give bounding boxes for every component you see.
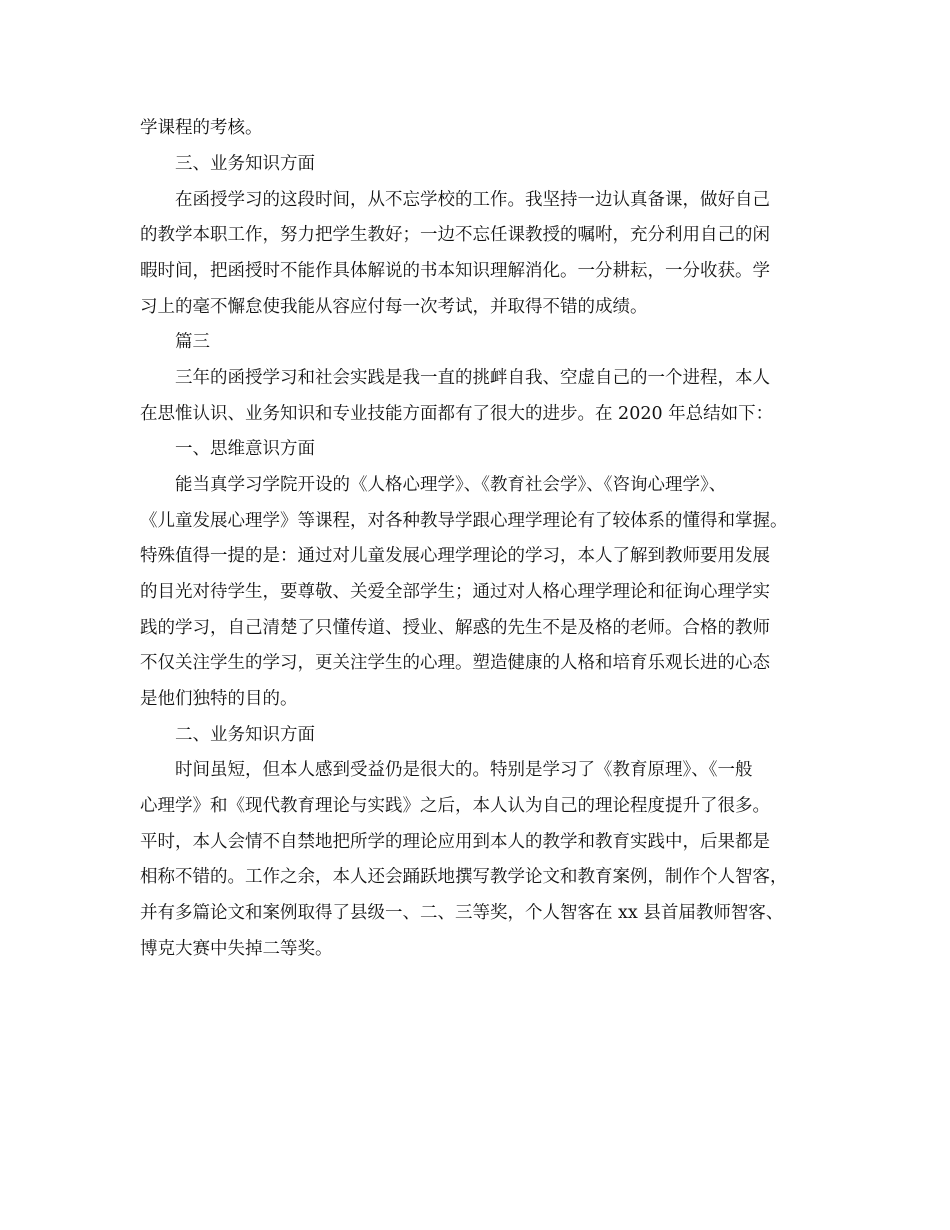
section-heading: 三、业务知识方面 [175,154,315,174]
text-line: 的目光对待学生，要尊敬、关爱全部学生；通过对人格心理学理论和征询心理学实 [140,582,770,602]
text-line: 是他们独特的目的。 [140,689,298,709]
text-line: 习上的毫不懈怠使我能从容应付每一次考试，并取得不错的成绩。 [140,297,648,317]
text-line: 暇时间，把函授时不能作具体解说的书本知识理解消化。一分耕耘，一分收获。学 [140,261,770,281]
text-line: 在思惟认识、业务知识和专业技能方面都有了很大的进步。在 2020 年总结如下： [140,404,774,424]
text-line: 特殊值得一提的是：通过对儿童发展心理学理论的学习，本人了解到教师要用发展 [140,546,770,566]
text-line: 相称不错的。工作之余，本人还会踊跃地撰写教学论文和教育案例，制作个人智客， [140,867,788,887]
text-line: 践的学习，自己清楚了只懂传道、授业、解惑的先生不是及格的老师。合格的教师 [140,618,770,638]
text-line: 平时，本人会情不自禁地把所学的理论应用到本人的教学和教育实践中，后果都是 [140,832,770,852]
text-line: 不仅关注学生的学习，更关注学生的心理。塑造健康的人格和培育乐观长进的心态 [140,653,770,673]
text-line: 时间虽短，但本人感到受益仍是很大的。特别是学习了《教育原理》、《一般 [175,760,753,780]
text-line: 在函授学习的这段时间，从不忘学校的工作。我坚持一边认真备课，做好自己 [175,190,770,210]
text-line: 的教学本职工作，努力把学生教好；一边不忘任课教授的嘱咐，充分利用自己的闲 [140,225,770,245]
text-line: 《儿童发展心理学》等课程，对各种教导学跟心理学理论有了较体系的懂得和掌握。 [140,511,788,531]
section-heading: 二、业务知识方面 [175,725,315,745]
text-line: 三年的函授学习和社会实践是我一直的挑衅自我、空虚自己的一个进程，本人 [175,368,770,388]
text-line: 博克大赛中失掉二等奖。 [140,939,333,959]
text-line: 能当真学习学院开设的《人格心理学》、《教育社会学》、《咨询心理学》、 [175,475,727,495]
text-line: 学课程的考核。 [140,118,263,138]
text-line: 并有多篇论文和案例取得了县级一、二、三等奖，个人智客在 xx 县首届教师智客、 [140,903,784,923]
section-heading: 篇三 [175,332,210,352]
text-line: 心理学》和《现代教育理论与实践》之后，本人认为自己的理论程度提升了很多。 [140,796,770,816]
section-heading: 一、思维意识方面 [175,439,315,459]
